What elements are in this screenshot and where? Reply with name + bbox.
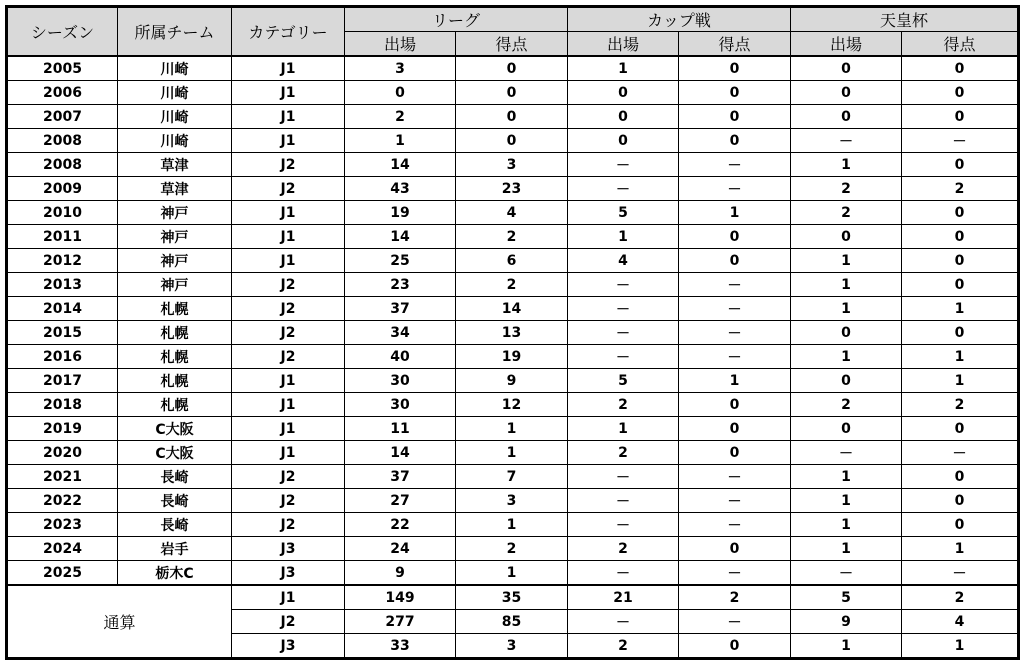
cell-cup-apps[interactable]: － <box>568 345 679 369</box>
table-row <box>8 537 1018 561</box>
cell-season[interactable]: 2015 <box>8 321 118 345</box>
cell-cup-goals[interactable]: － <box>679 345 791 369</box>
cell-league-apps[interactable]: 25 <box>345 249 456 273</box>
cell-cup-goals[interactable]: 1 <box>679 369 791 393</box>
cell-league-apps[interactable]: 3 <box>345 56 456 81</box>
cell-category[interactable]: J1 <box>232 129 345 153</box>
cell-league-apps[interactable]: 37 <box>345 297 456 321</box>
total-cell-league-goals[interactable]: 85 <box>456 610 568 634</box>
cell-emperor-goals[interactable]: 1 <box>902 297 1018 321</box>
cell-emperor-goals[interactable]: － <box>902 441 1018 465</box>
cell-category[interactable]: J1 <box>232 441 345 465</box>
table-row <box>8 249 1018 273</box>
cell-league-goals[interactable]: 13 <box>456 321 568 345</box>
header-league[interactable]: リーグ <box>345 8 568 32</box>
cell-emperor-goals[interactable]: 0 <box>902 225 1018 249</box>
total-cell-category[interactable]: J1 <box>232 585 345 610</box>
header-team[interactable]: 所属チーム <box>118 8 232 57</box>
cell-league-apps[interactable]: 23 <box>345 273 456 297</box>
cell-cup-apps[interactable]: 2 <box>568 393 679 417</box>
cell-season[interactable]: 2010 <box>8 201 118 225</box>
cell-season[interactable]: 2016 <box>8 345 118 369</box>
cell-emperor-apps[interactable]: － <box>791 441 902 465</box>
cell-league-goals[interactable]: 3 <box>456 489 568 513</box>
cell-cup-goals[interactable]: 1 <box>679 201 791 225</box>
total-cell-cup-apps[interactable]: 21 <box>568 585 679 610</box>
cell-cup-apps[interactable]: 0 <box>568 81 679 105</box>
cell-cup-apps[interactable]: － <box>568 321 679 345</box>
cell-emperor-goals[interactable]: 1 <box>902 345 1018 369</box>
cell-league-apps[interactable]: 14 <box>345 441 456 465</box>
cell-cup-goals[interactable]: 0 <box>679 537 791 561</box>
cell-cup-goals[interactable]: － <box>679 177 791 201</box>
cell-emperor-goals[interactable]: 0 <box>902 513 1018 537</box>
total-cell-cup-goals[interactable]: － <box>679 610 791 634</box>
cell-league-goals[interactable]: 19 <box>456 345 568 369</box>
cell-league-apps[interactable]: 43 <box>345 177 456 201</box>
cell-cup-apps[interactable]: － <box>568 177 679 201</box>
cell-emperor-apps[interactable]: 2 <box>791 201 902 225</box>
cell-category[interactable]: J1 <box>232 225 345 249</box>
cell-emperor-goals[interactable]: 0 <box>902 489 1018 513</box>
total-cell-league-apps[interactable]: 277 <box>345 610 456 634</box>
cell-emperor-goals[interactable]: 0 <box>902 273 1018 297</box>
total-row <box>8 585 1018 610</box>
table-row <box>8 153 1018 177</box>
cell-league-apps[interactable]: 1 <box>345 129 456 153</box>
cell-league-apps[interactable]: 30 <box>345 393 456 417</box>
cell-league-goals[interactable]: 0 <box>456 56 568 81</box>
cell-emperor-apps[interactable]: 2 <box>791 393 902 417</box>
cell-league-goals[interactable]: 6 <box>456 249 568 273</box>
cell-emperor-goals[interactable]: 1 <box>902 537 1018 561</box>
cell-team[interactable]: 神戸 <box>118 201 232 225</box>
cell-category[interactable]: J2 <box>232 489 345 513</box>
cell-season[interactable]: 2012 <box>8 249 118 273</box>
cell-emperor-goals[interactable]: 0 <box>902 56 1018 81</box>
cell-league-apps[interactable]: 27 <box>345 489 456 513</box>
table-row <box>8 417 1018 441</box>
cell-season[interactable]: 2008 <box>8 153 118 177</box>
table-row <box>8 273 1018 297</box>
total-cell-league-goals[interactable]: 35 <box>456 585 568 610</box>
cell-league-goals[interactable]: 1 <box>456 561 568 586</box>
cell-cup-goals[interactable]: 0 <box>679 56 791 81</box>
cell-cup-goals[interactable]: － <box>679 153 791 177</box>
table-row <box>8 201 1018 225</box>
cell-cup-goals[interactable]: 0 <box>679 393 791 417</box>
cell-emperor-apps[interactable]: 1 <box>791 465 902 489</box>
cell-cup-apps[interactable]: 2 <box>568 537 679 561</box>
cell-emperor-goals[interactable]: 2 <box>902 177 1018 201</box>
cell-emperor-apps[interactable]: － <box>791 561 902 586</box>
total-cell-emperor-goals[interactable]: 4 <box>902 610 1018 634</box>
header-emperor-goals[interactable]: 得点 <box>902 32 1018 57</box>
cell-emperor-goals[interactable]: 0 <box>902 465 1018 489</box>
cell-category[interactable]: J3 <box>232 561 345 586</box>
cell-season[interactable]: 2021 <box>8 465 118 489</box>
cell-emperor-apps[interactable]: 0 <box>791 105 902 129</box>
cell-emperor-apps[interactable]: 1 <box>791 345 902 369</box>
cell-cup-goals[interactable]: － <box>679 489 791 513</box>
cell-league-apps[interactable]: 24 <box>345 537 456 561</box>
cell-cup-goals[interactable]: － <box>679 561 791 586</box>
career-stats-table <box>7 7 1018 658</box>
cell-emperor-goals[interactable]: 0 <box>902 105 1018 129</box>
cell-category[interactable]: J1 <box>232 105 345 129</box>
table-row <box>8 81 1018 105</box>
cell-category[interactable]: J2 <box>232 297 345 321</box>
table-row <box>8 513 1018 537</box>
header-cup-apps[interactable]: 出場 <box>568 32 679 57</box>
cell-league-goals[interactable]: 9 <box>456 369 568 393</box>
cell-emperor-apps[interactable]: 0 <box>791 321 902 345</box>
cell-league-goals[interactable]: 2 <box>456 537 568 561</box>
cell-emperor-goals[interactable]: 1 <box>902 369 1018 393</box>
cell-league-apps[interactable]: 30 <box>345 369 456 393</box>
cell-cup-goals[interactable]: 0 <box>679 225 791 249</box>
total-cell-cup-goals[interactable]: 2 <box>679 585 791 610</box>
table-row <box>8 129 1018 153</box>
cell-season[interactable]: 2008 <box>8 129 118 153</box>
cell-emperor-apps[interactable]: 1 <box>791 297 902 321</box>
cell-emperor-apps[interactable]: 0 <box>791 369 902 393</box>
table-row <box>8 561 1018 586</box>
cell-team[interactable]: 札幌 <box>118 393 232 417</box>
cell-team[interactable]: 神戸 <box>118 225 232 249</box>
cell-league-goals[interactable]: 1 <box>456 441 568 465</box>
cell-league-apps[interactable]: 37 <box>345 465 456 489</box>
cell-team[interactable]: 川崎 <box>118 81 232 105</box>
cell-season[interactable]: 2013 <box>8 273 118 297</box>
cell-team[interactable]: C大阪 <box>118 441 232 465</box>
cell-category[interactable]: J1 <box>232 56 345 81</box>
cell-cup-apps[interactable]: 0 <box>568 129 679 153</box>
cell-category[interactable]: J1 <box>232 249 345 273</box>
table-row <box>8 297 1018 321</box>
total-cell-league-goals[interactable]: 3 <box>456 634 568 658</box>
cell-league-goals[interactable]: 14 <box>456 297 568 321</box>
cell-season[interactable]: 2025 <box>8 561 118 586</box>
total-cell-league-apps[interactable]: 33 <box>345 634 456 658</box>
cell-cup-apps[interactable]: 4 <box>568 249 679 273</box>
cell-season[interactable]: 2005 <box>8 56 118 81</box>
cell-cup-apps[interactable]: － <box>568 297 679 321</box>
cell-emperor-apps[interactable]: － <box>791 129 902 153</box>
cell-league-apps[interactable]: 34 <box>345 321 456 345</box>
table-row <box>8 225 1018 249</box>
cell-cup-apps[interactable]: 0 <box>568 105 679 129</box>
cell-category[interactable]: J1 <box>232 369 345 393</box>
cell-cup-goals[interactable]: 0 <box>679 129 791 153</box>
cell-emperor-goals[interactable]: 0 <box>902 417 1018 441</box>
cell-season[interactable]: 2014 <box>8 297 118 321</box>
cell-cup-goals[interactable]: － <box>679 513 791 537</box>
cell-league-goals[interactable]: 1 <box>456 417 568 441</box>
table-header <box>8 8 1018 57</box>
total-cell-cup-apps[interactable]: 2 <box>568 634 679 658</box>
cell-category[interactable]: J2 <box>232 345 345 369</box>
cell-season[interactable]: 2022 <box>8 489 118 513</box>
cell-league-goals[interactable]: 0 <box>456 105 568 129</box>
cell-league-goals[interactable]: 0 <box>456 81 568 105</box>
cell-category[interactable]: J2 <box>232 177 345 201</box>
cell-cup-apps[interactable]: － <box>568 273 679 297</box>
cell-league-goals[interactable]: 2 <box>456 225 568 249</box>
cell-season[interactable]: 2020 <box>8 441 118 465</box>
cell-emperor-apps[interactable]: 1 <box>791 537 902 561</box>
cell-category[interactable]: J1 <box>232 81 345 105</box>
cell-team[interactable]: 長崎 <box>118 489 232 513</box>
total-cell-league-apps[interactable]: 149 <box>345 585 456 610</box>
total-cell-cup-apps[interactable]: － <box>568 610 679 634</box>
cell-cup-apps[interactable]: 5 <box>568 369 679 393</box>
cell-team[interactable]: 草津 <box>118 177 232 201</box>
table-body <box>8 56 1018 658</box>
cell-team[interactable]: 神戸 <box>118 249 232 273</box>
cell-league-goals[interactable]: 4 <box>456 201 568 225</box>
cell-emperor-goals[interactable]: － <box>902 561 1018 586</box>
cell-league-apps[interactable]: 19 <box>345 201 456 225</box>
cell-team[interactable]: 長崎 <box>118 513 232 537</box>
header-cup-goals[interactable]: 得点 <box>679 32 791 57</box>
cell-league-apps[interactable]: 2 <box>345 105 456 129</box>
cell-cup-goals[interactable]: － <box>679 297 791 321</box>
cell-emperor-goals[interactable]: 0 <box>902 249 1018 273</box>
table-row <box>8 177 1018 201</box>
cell-emperor-apps[interactable]: 1 <box>791 153 902 177</box>
cell-team[interactable]: C大阪 <box>118 417 232 441</box>
table-row <box>8 345 1018 369</box>
total-cell-category[interactable]: J3 <box>232 634 345 658</box>
cell-league-goals[interactable]: 0 <box>456 129 568 153</box>
cell-cup-apps[interactable]: 1 <box>568 225 679 249</box>
cell-team[interactable]: 札幌 <box>118 345 232 369</box>
cell-emperor-goals[interactable]: 0 <box>902 321 1018 345</box>
cell-cup-goals[interactable]: 0 <box>679 417 791 441</box>
cell-cup-apps[interactable]: － <box>568 513 679 537</box>
cell-cup-apps[interactable]: 1 <box>568 56 679 81</box>
total-cell-emperor-goals[interactable]: 1 <box>902 634 1018 658</box>
table-row <box>8 321 1018 345</box>
cell-team[interactable]: 栃木C <box>118 561 232 586</box>
cell-league-goals[interactable]: 3 <box>456 153 568 177</box>
cell-season[interactable]: 2023 <box>8 513 118 537</box>
cell-team[interactable]: 札幌 <box>118 297 232 321</box>
header-cup[interactable]: カップ戦 <box>568 8 791 32</box>
cell-category[interactable]: J2 <box>232 153 345 177</box>
total-cell-category[interactable]: J2 <box>232 610 345 634</box>
cell-team[interactable]: 川崎 <box>118 129 232 153</box>
cell-cup-goals[interactable]: － <box>679 465 791 489</box>
cell-emperor-apps[interactable]: 0 <box>791 56 902 81</box>
header-category[interactable]: カテゴリー <box>232 8 345 57</box>
cell-emperor-goals[interactable]: － <box>902 129 1018 153</box>
cell-emperor-apps[interactable]: 2 <box>791 177 902 201</box>
cell-emperor-apps[interactable]: 0 <box>791 417 902 441</box>
cell-league-goals[interactable]: 12 <box>456 393 568 417</box>
cell-emperor-apps[interactable]: 1 <box>791 489 902 513</box>
cell-emperor-goals[interactable]: 0 <box>902 201 1018 225</box>
cell-emperor-goals[interactable]: 2 <box>902 393 1018 417</box>
table-row <box>8 56 1018 81</box>
header-emperor-cup[interactable]: 天皇杯 <box>791 8 1018 32</box>
header-league-apps[interactable]: 出場 <box>345 32 456 57</box>
cell-league-apps[interactable]: 9 <box>345 561 456 586</box>
cell-league-apps[interactable]: 14 <box>345 153 456 177</box>
table-row <box>8 489 1018 513</box>
cell-emperor-goals[interactable]: 0 <box>902 81 1018 105</box>
cell-emperor-apps[interactable]: 1 <box>791 273 902 297</box>
cell-category[interactable]: J2 <box>232 273 345 297</box>
cell-cup-goals[interactable]: 0 <box>679 105 791 129</box>
cell-league-goals[interactable]: 7 <box>456 465 568 489</box>
cell-emperor-apps[interactable]: 1 <box>791 513 902 537</box>
total-cell-emperor-apps[interactable]: 1 <box>791 634 902 658</box>
table-row <box>8 105 1018 129</box>
cell-league-apps[interactable]: 0 <box>345 81 456 105</box>
cell-emperor-apps[interactable]: 0 <box>791 225 902 249</box>
cell-league-goals[interactable]: 23 <box>456 177 568 201</box>
cell-team[interactable]: 長崎 <box>118 465 232 489</box>
cell-team[interactable]: 川崎 <box>118 56 232 81</box>
total-cell-emperor-apps[interactable]: 9 <box>791 610 902 634</box>
cell-category[interactable]: J1 <box>232 393 345 417</box>
cell-team[interactable]: 草津 <box>118 153 232 177</box>
cell-cup-apps[interactable]: － <box>568 489 679 513</box>
cell-category[interactable]: J2 <box>232 465 345 489</box>
cell-season[interactable]: 2019 <box>8 417 118 441</box>
cell-season[interactable]: 2009 <box>8 177 118 201</box>
cell-season[interactable]: 2024 <box>8 537 118 561</box>
cell-league-goals[interactable]: 2 <box>456 273 568 297</box>
cell-cup-apps[interactable]: － <box>568 561 679 586</box>
table-row <box>8 441 1018 465</box>
cell-team[interactable]: 神戸 <box>118 273 232 297</box>
cell-cup-goals[interactable]: 0 <box>679 441 791 465</box>
cell-cup-apps[interactable]: 5 <box>568 201 679 225</box>
cell-league-apps[interactable]: 22 <box>345 513 456 537</box>
cell-category[interactable]: J2 <box>232 513 345 537</box>
total-cell-emperor-goals[interactable]: 2 <box>902 585 1018 610</box>
cell-category[interactable]: J3 <box>232 537 345 561</box>
cell-season[interactable]: 2017 <box>8 369 118 393</box>
total-cell-emperor-apps[interactable]: 5 <box>791 585 902 610</box>
total-label[interactable]: 通算 <box>8 585 232 658</box>
cell-emperor-goals[interactable]: 0 <box>902 153 1018 177</box>
cell-team[interactable]: 川崎 <box>118 105 232 129</box>
cell-category[interactable]: J1 <box>232 417 345 441</box>
cell-team[interactable]: 岩手 <box>118 537 232 561</box>
header-emperor-apps[interactable]: 出場 <box>791 32 902 57</box>
cell-cup-apps[interactable]: 2 <box>568 441 679 465</box>
total-cell-cup-goals[interactable]: 0 <box>679 634 791 658</box>
cell-cup-goals[interactable]: － <box>679 321 791 345</box>
header-league-goals[interactable]: 得点 <box>456 32 568 57</box>
cell-cup-apps[interactable]: － <box>568 153 679 177</box>
cell-cup-goals[interactable]: 0 <box>679 81 791 105</box>
table-row <box>8 369 1018 393</box>
table-row <box>8 465 1018 489</box>
cell-season[interactable]: 2011 <box>8 225 118 249</box>
cell-league-apps[interactable]: 11 <box>345 417 456 441</box>
cell-category[interactable]: J1 <box>232 201 345 225</box>
cell-emperor-apps[interactable]: 0 <box>791 81 902 105</box>
cell-team[interactable]: 札幌 <box>118 369 232 393</box>
cell-category[interactable]: J2 <box>232 321 345 345</box>
cell-season[interactable]: 2006 <box>8 81 118 105</box>
cell-season[interactable]: 2007 <box>8 105 118 129</box>
header-season[interactable]: シーズン <box>8 8 118 57</box>
cell-cup-goals[interactable]: 0 <box>679 249 791 273</box>
cell-league-goals[interactable]: 1 <box>456 513 568 537</box>
cell-league-apps[interactable]: 40 <box>345 345 456 369</box>
cell-emperor-apps[interactable]: 1 <box>791 249 902 273</box>
cell-team[interactable]: 札幌 <box>118 321 232 345</box>
cell-cup-goals[interactable]: － <box>679 273 791 297</box>
cell-season[interactable]: 2018 <box>8 393 118 417</box>
cell-league-apps[interactable]: 14 <box>345 225 456 249</box>
table-row <box>8 393 1018 417</box>
cell-cup-apps[interactable]: － <box>568 465 679 489</box>
cell-cup-apps[interactable]: 1 <box>568 417 679 441</box>
